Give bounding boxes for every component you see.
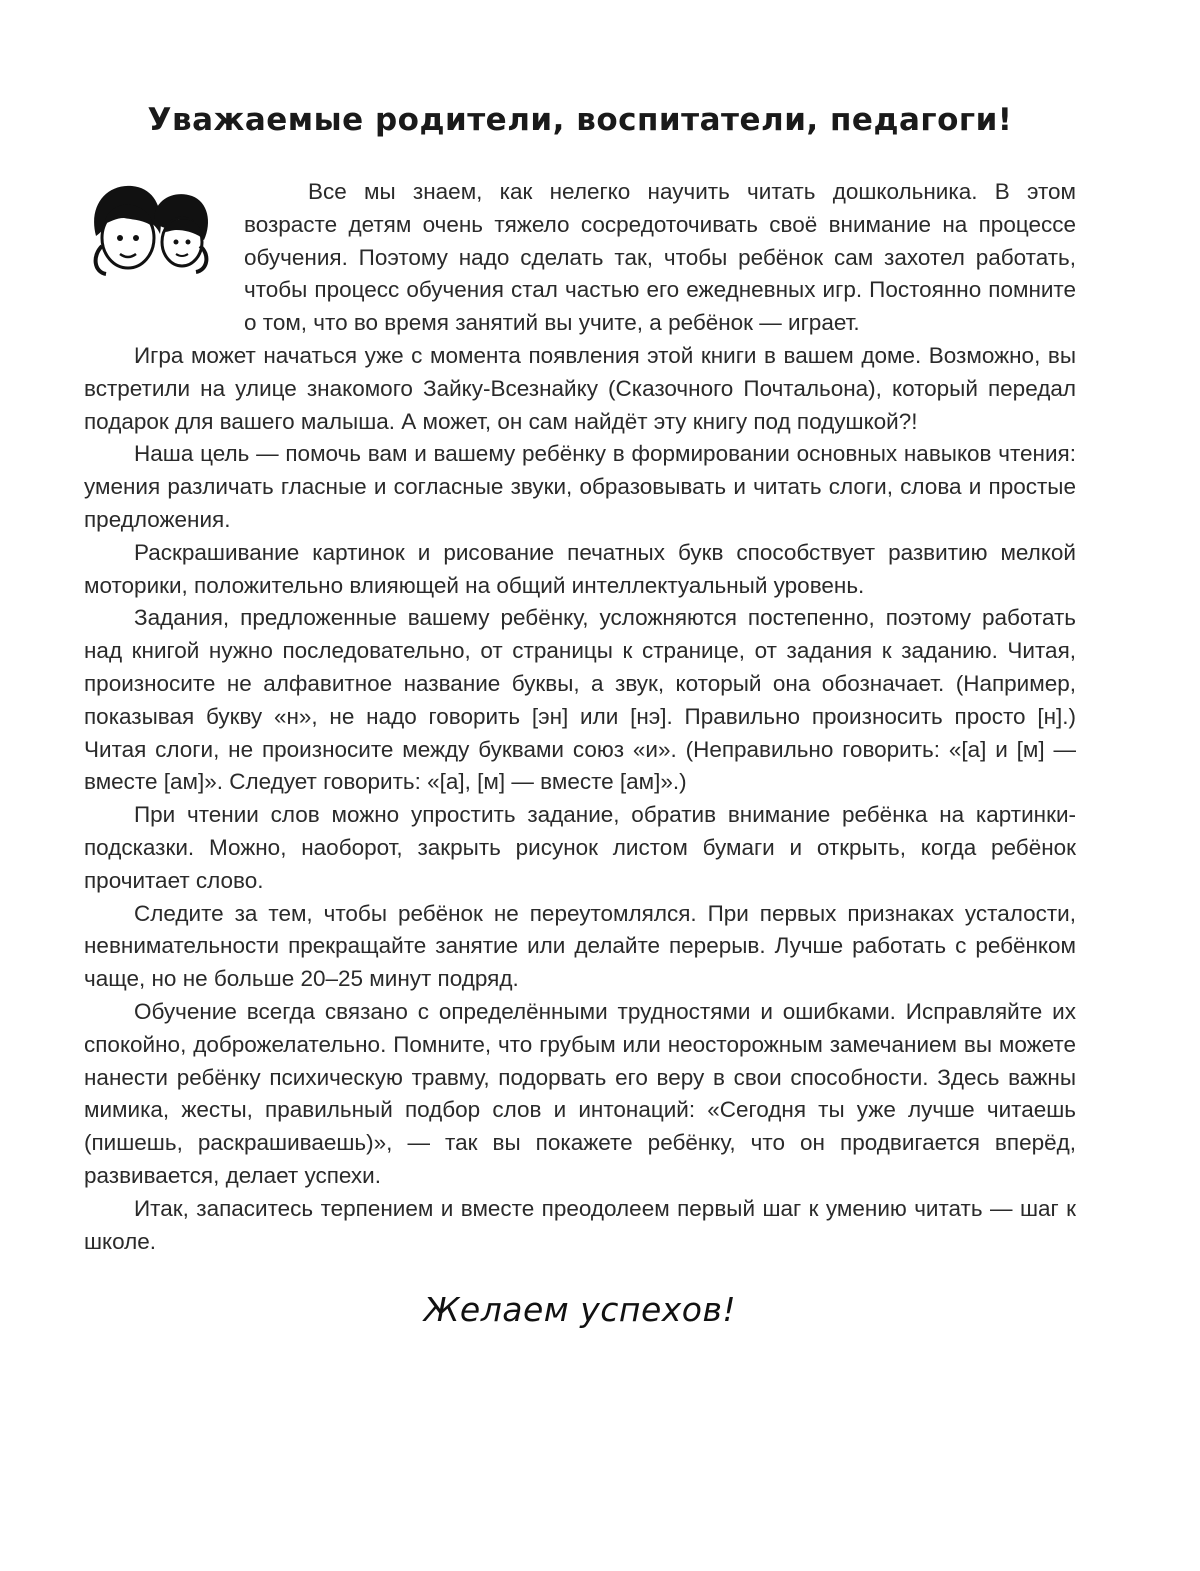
closing-wish: Желаем успехов! [423,1290,737,1330]
paragraph-coloring: Раскрашивание картинок и рисование печатных букв способствует развитию мелкой моторики, положительно влияющей на общий интеллектуальный уровень. [84,539,1076,598]
paragraph-game: Игра может начаться уже с момента появления этой книги в вашем доме. Возможно, вы встретили на улице знакомого Зайку-Всезнайку (Сказочного Почтальона), который передал подарок для вашего малыша. А может, он сам найдёт эту книгу под подушкой?! [84,342,1076,434]
children-faces-icon [84,176,244,326]
paragraph-fatigue: Следите за тем, чтобы ребёнок не переутомлялся. При первых признаках усталости, невнимательности прекращайте занятие или делайте перерыв. Лучше работать с ребёнком чаще, но не больше 20–25 минут подряд. [84,900,1076,992]
paragraph-intro: Все мы знаем, как нелегко научить читать дошкольника. В этом возрасте детям очень тяжело сосредоточивать своё внимание на процессе обучения. Поэтому надо сделать так, чтобы ребёнок сам захотел работать, чтобы процесс обучения стал частью его ежедневных игр. Постоянно помните о том, что во время занятий вы учите, а ребёнок — играет. [244,179,1076,336]
paragraph-reading-words: При чтении слов можно упростить задание, обратив внимание ребёнка на картинки-подсказки. Можно, наоборот, закрыть рисунок листом бумаги и открыть, когда ребёнок прочитает слово. [84,802,1076,893]
paragraph-goal: Наша цель — помочь вам и вашему ребёнку в формировании основных навыков чтения: умения различать гласные и согласные звуки, образовывать и читать слоги, слова и простые предложения. [84,441,1076,532]
intro-block [84,176,1076,340]
paragraph-conclusion: Итак, запаситесь терпением и вместе преодолеем первый шаг к умению читать — шаг к школе. [84,1195,1076,1254]
page-title: Уважаемые родители, воспитатели, педагоги! [147,102,1013,138]
paragraph-tasks: Задания, предложенные вашему ребёнку, усложняются постепенно, поэтому работать над книгой нужно последовательно, от страницы к странице, от задания к заданию. Читая, произносите не алфавитное название буквы, а звук, который она обозначает. (Например, показывая букву «н», не надо говорить [эн] или [нэ]. Правильно произносить просто [н].) Читая слоги, не произносите между буквами союз «и». (Неправильно говорить: «[а] и [м] — вместе [ам]». Следует говорить: «[а], [м] — вместе [ам]».) [84,605,1076,795]
page [84,78,1076,1329]
paragraph-mistakes: Обучение всегда связано с определёнными трудностями и ошибками. Исправляйте их спокойно, доброжелательно. Помните, что грубым или неосторожным замечанием вы можете нанести ребёнку психическую травму, подорвать его веру в свои способности. Здесь важны мимика, жесты, правильный подбор слов и интонаций: «Сегодня ты уже лучше читаешь (пишешь, раскрашиваешь)», — так вы покажете ребёнку, что он продвигается вперёд, развивается, делает успехи. [84,998,1076,1188]
